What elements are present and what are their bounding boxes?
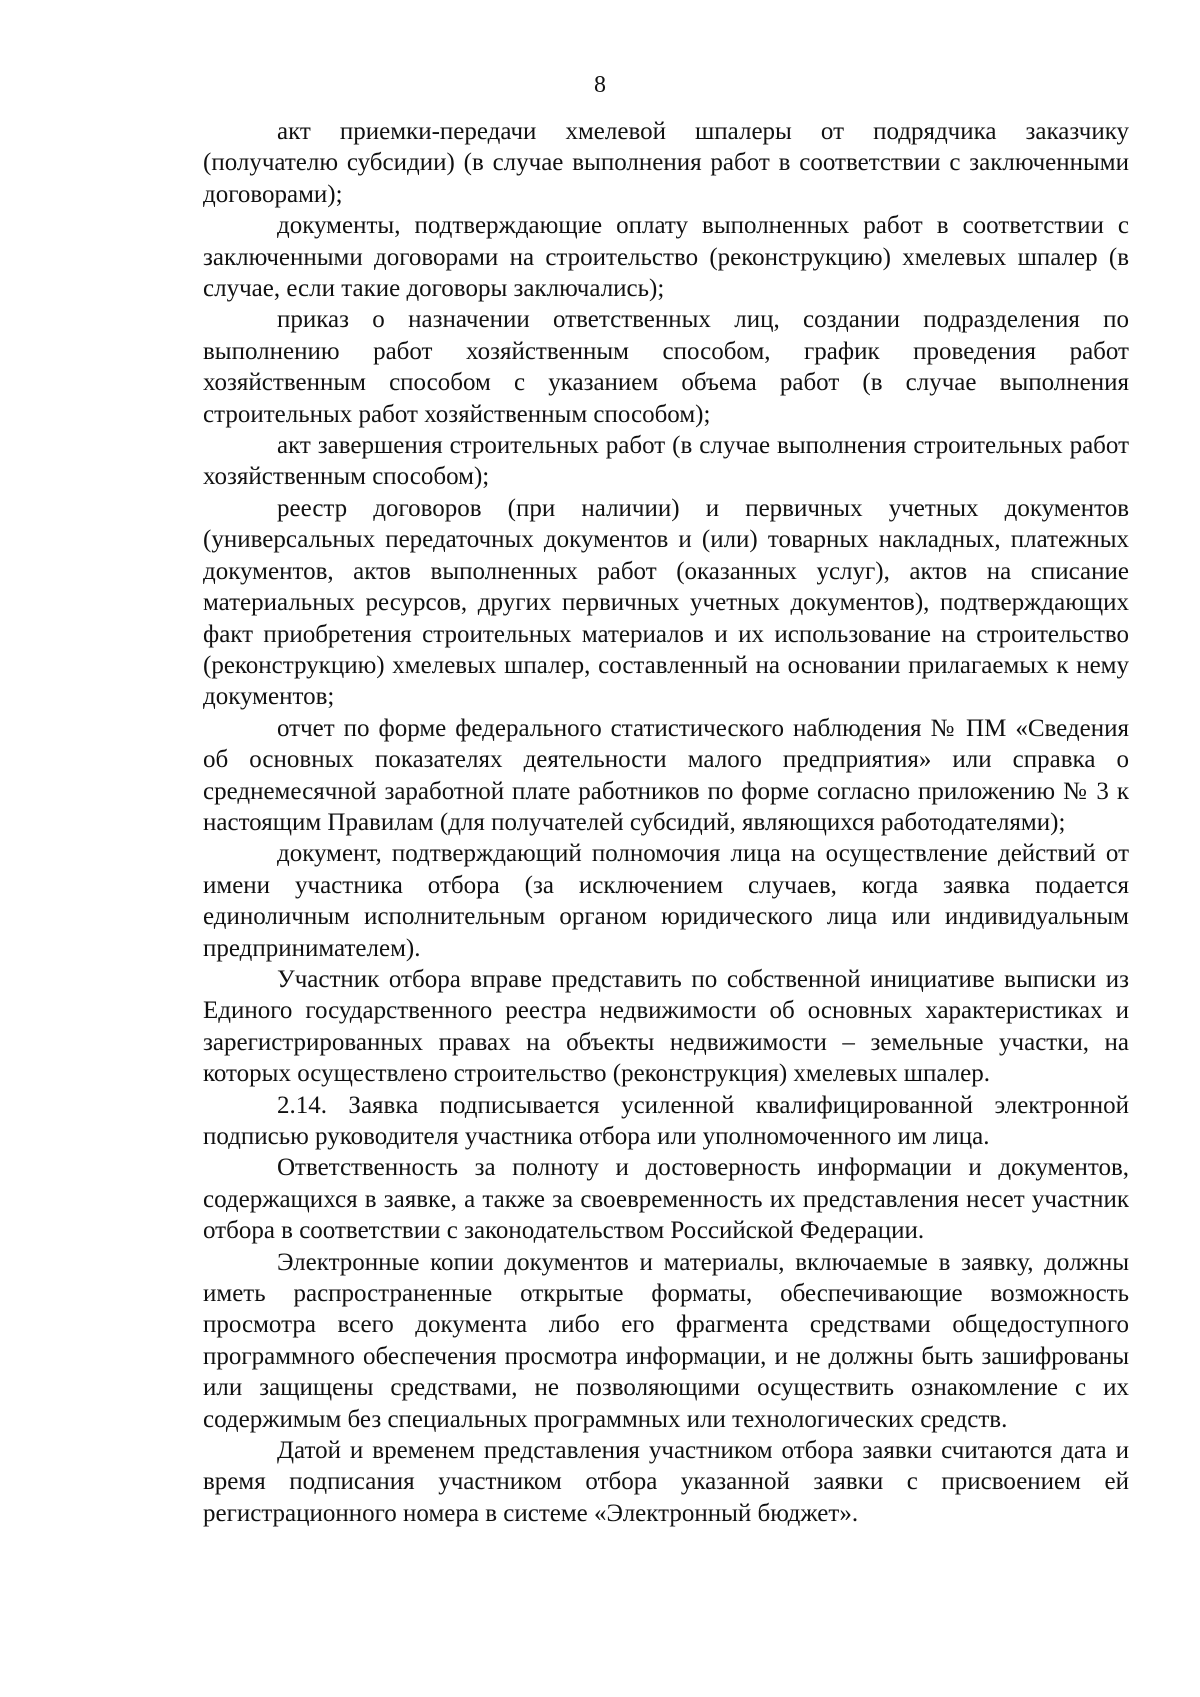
paragraph-act-acceptance-transfer: акт приемки-передачи хмелевой шпалеры от подрядчика заказчику (получателю субсидии) (в случае выполнения работ в соответствии с заключенными договорами); — [203, 118, 1129, 208]
paragraph-responsibility: Ответственность за полноту и достоверность информации и документов, содержащихся в заявке, а также за своевременность их представления несет участник отбора в соответствии с законодательством Российской Федерации. — [203, 1154, 1129, 1245]
document-body — [203, 116, 1129, 1529]
paragraph-payment-documents: документы, подтверждающие оплату выполненных работ в соответствии с заключенными договорами на строительство (реконструкцию) хмелевых шпалер (в случае, если такие договоры заключались); — [203, 212, 1129, 303]
paragraph-submission-date: Датой и временем представления участником отбора заявки считаются дата и время подписания участником отбора указанной заявки с присвоением ей регистрационного номера в системе «Электронный бюджет». — [203, 1437, 1129, 1527]
paragraph-statistical-report: отчет по форме федерального статистического наблюдения № ПМ «Сведения об основных показателях деятельности малого предприятия» или справка о среднемесячной заработной плате работников по форме согласно приложению № 3 к настоящим Правилам (для получателей субсидий, являющихся работодателями); — [203, 714, 1129, 836]
paragraph-order-responsible-persons: приказ о назначении ответственных лиц, создании подразделения по выполнению работ хозяйственным способом, график проведения работ хозяйственным способом с указанием объема работ (в случае выполнения строительных работ хозяйственным способом); — [203, 306, 1129, 428]
paragraph-section-2-14: 2.14. Заявка подписывается усиленной квалифицированной электронной подписью руководителя участника отбора или уполномоченного им лица. — [203, 1091, 1129, 1150]
paragraph-electronic-copies: Электронные копии документов и материалы, включаемые в заявку, должны иметь распространенные открытые форматы, обеспечивающие возможность просмотра всего документа либо его фрагмента средствами общедоступного программного обеспечения просмотра информации, и не должны быть зашифрованы или защищены средствами, не позволяющими осуществить ознакомление с их содержимым без специальных программных или технологических средств. — [203, 1248, 1129, 1433]
paragraph-authority-document: документ, подтверждающий полномочия лица на осуществление действий от имени участника отбора (за исключением случаев, когда заявка подается единоличным исполнительным органом юридического лица или индивидуальным предпринимателем). — [203, 840, 1129, 962]
paragraph-real-estate-extracts: Участник отбора вправе представить по собственной инициативе выписки из Единого государственного реестра недвижимости об основных характеристиках и зарегистрированных правах на объекты недвижимости – земельные участки, на которых осуществлено строительство (реконструкция) хмелевых шпалер. — [203, 965, 1129, 1088]
page-number: 8 — [594, 72, 606, 98]
paragraph-contracts-register: реестр договоров (при наличии) и первичных учетных документов (универсальных передаточных документов и (или) товарных накладных, платежных документов, актов выполненных работ (оказанных услуг), актов на списание материальных ресурсов, других первичных учетных документов), подтверждающих факт приобретения строительных материалов и их использование на строительство (реконструкцию) хмелевых шпалер, составленный на основании прилагаемых к нему документов; — [203, 494, 1129, 711]
paragraph-act-completion: акт завершения строительных работ (в случае выполнения строительных работ хозяйственным способом); — [203, 432, 1129, 491]
